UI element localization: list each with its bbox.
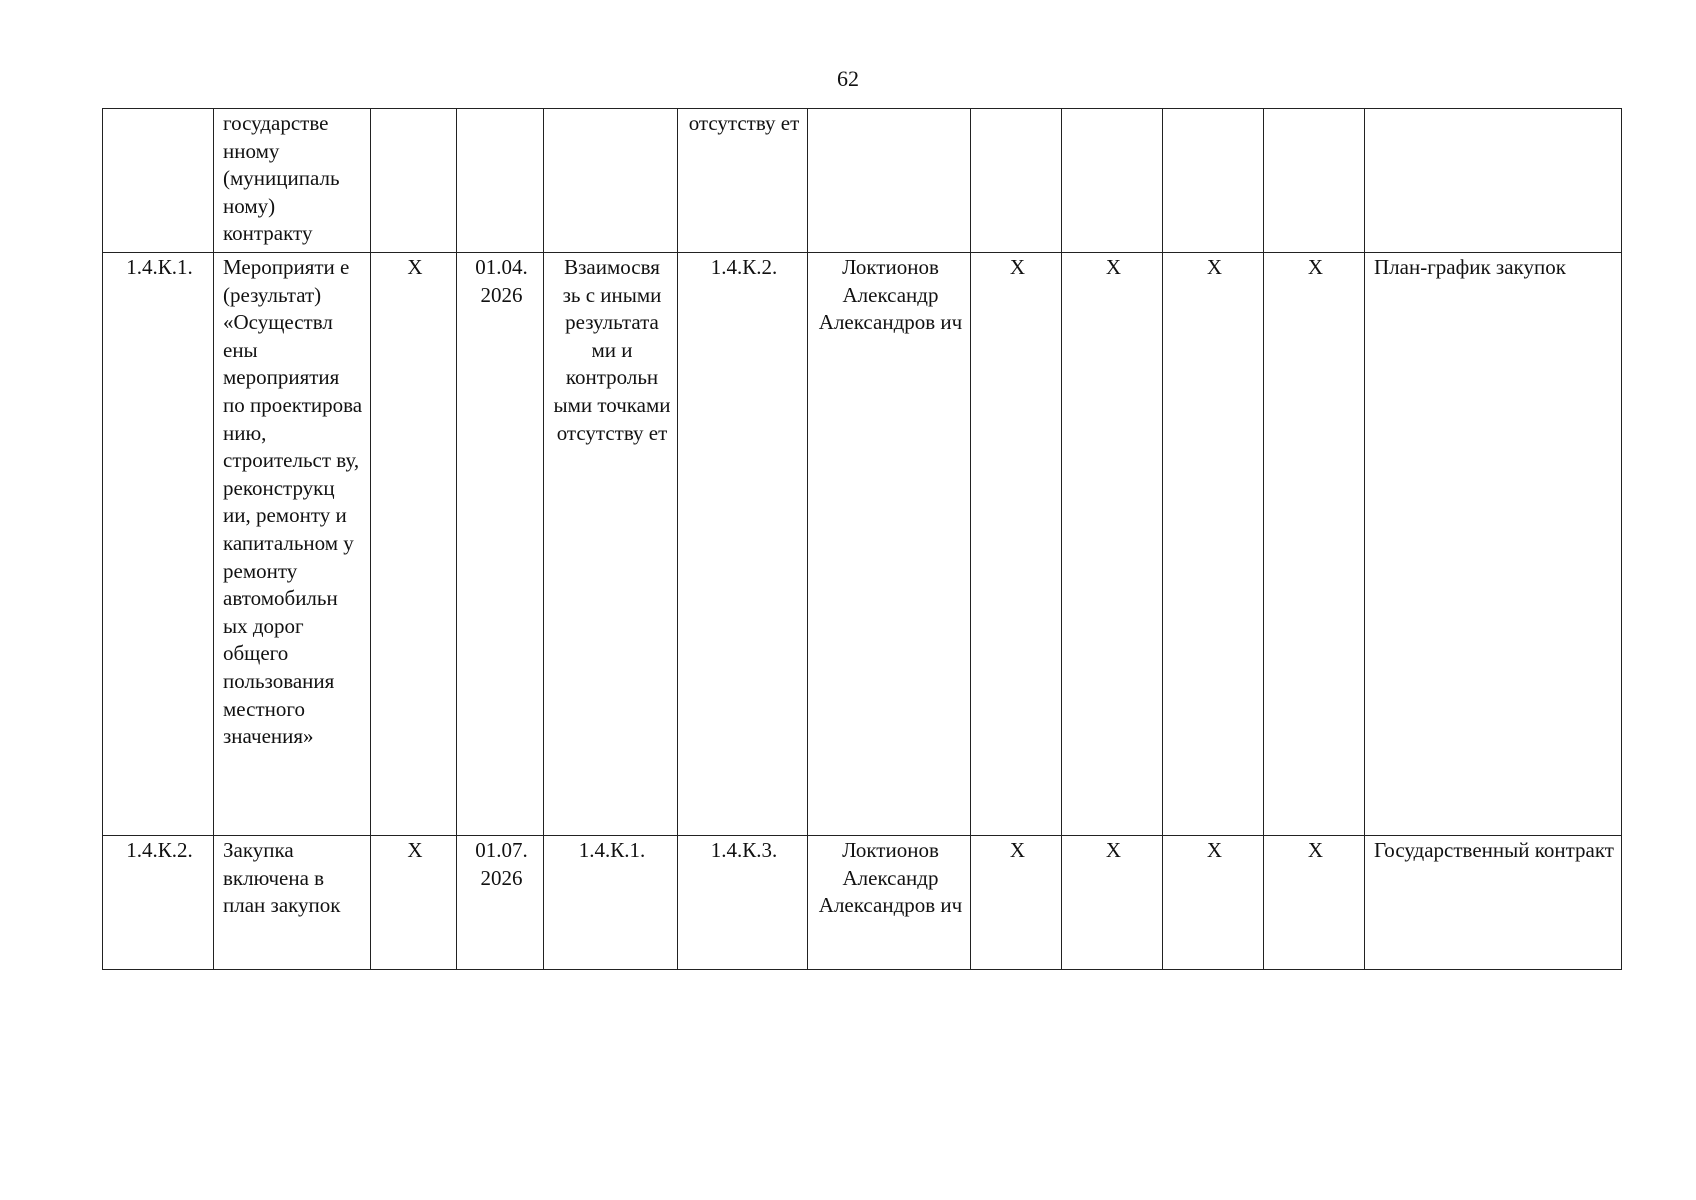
cell-code: 1.4.К.2.: [103, 836, 214, 970]
cell-date: 01.07. 2026: [457, 836, 544, 970]
cell-date: 01.04. 2026: [457, 253, 544, 836]
cell-x3: X: [1163, 253, 1264, 836]
cell-document: Государственный контракт: [1365, 836, 1622, 970]
cell-x4: X: [1264, 836, 1365, 970]
cell-document: План-график закупок: [1365, 253, 1622, 836]
cell-col3: [371, 109, 457, 253]
cell-code: 1.4.К.1.: [103, 253, 214, 836]
control-points-table: [102, 108, 1622, 970]
cell-relation: [544, 109, 678, 253]
cell-x4: [1264, 109, 1365, 253]
cell-x1: [971, 109, 1062, 253]
cell-x2: [1062, 109, 1163, 253]
page-number: 62: [837, 66, 859, 91]
cell-responsible: Локтионов Александр Александров ич: [808, 836, 971, 970]
cell-col3: X: [371, 836, 457, 970]
cell-document: [1365, 109, 1622, 253]
table-row: [103, 109, 1622, 253]
cell-name: государстве нному (муниципаль ному) контракту: [214, 109, 371, 253]
cell-responsible: Локтионов Александр Александров ич: [808, 253, 971, 836]
cell-next-point: 1.4.К.3.: [678, 836, 808, 970]
cell-relation: 1.4.К.1.: [544, 836, 678, 970]
cell-next-point: отсутству ет: [678, 109, 808, 253]
cell-col3: X: [371, 253, 457, 836]
cell-x1: X: [971, 253, 1062, 836]
cell-date: [457, 109, 544, 253]
cell-x2: X: [1062, 836, 1163, 970]
cell-x3: X: [1163, 836, 1264, 970]
cell-next-point: 1.4.К.2.: [678, 253, 808, 836]
table-row: [103, 836, 1622, 970]
cell-x2: X: [1062, 253, 1163, 836]
cell-responsible: [808, 109, 971, 253]
cell-x4: X: [1264, 253, 1365, 836]
cell-name: Мероприяти е (результат) «Осуществл ены мероприятия по проектирова нию, строительст ву, реконструкц ии, ремонту и капитальном у ремонту автомобильн ых дорог общего пользования местного значения»: [214, 253, 371, 836]
cell-name: Закупка включена в план закупок: [214, 836, 371, 970]
cell-code: [103, 109, 214, 253]
cell-relation: Взаимосвя зь с иными результата ми и контрольн ыми точками отсутству ет: [544, 253, 678, 836]
table-row: [103, 253, 1622, 836]
cell-x1: X: [971, 836, 1062, 970]
cell-x3: [1163, 109, 1264, 253]
